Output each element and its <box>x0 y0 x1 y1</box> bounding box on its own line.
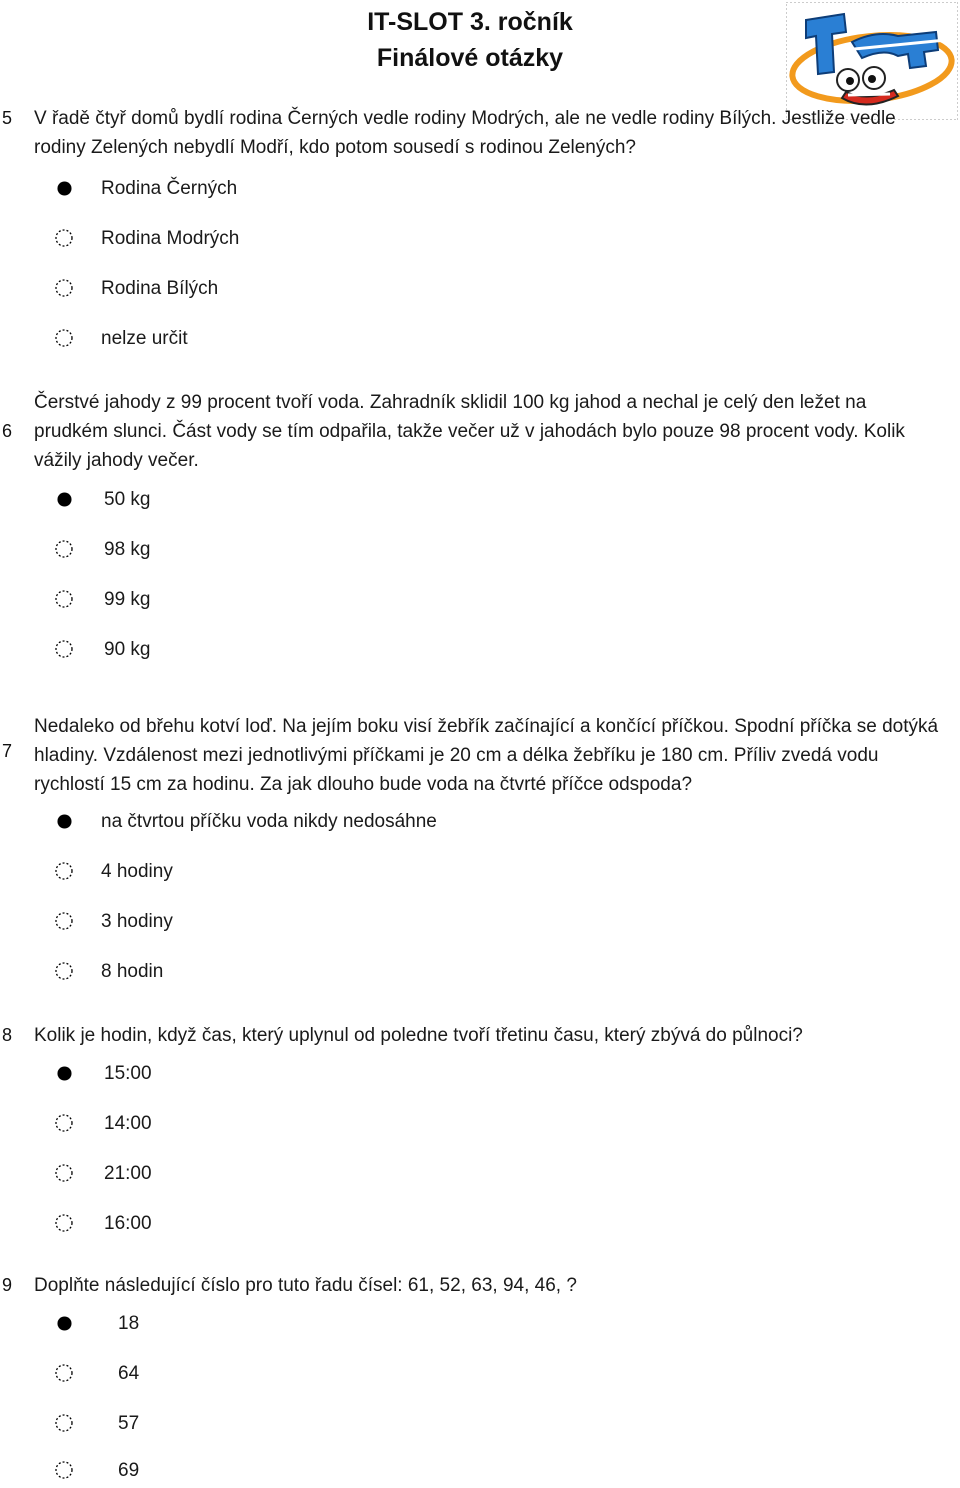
question-number: 5 <box>2 108 13 128</box>
answer-option[interactable] <box>0 275 700 305</box>
selected-radio-icon[interactable] <box>57 492 72 507</box>
radio-empty-icon[interactable] <box>55 962 73 980</box>
answer-label: 98 kg <box>104 539 151 560</box>
answer-option[interactable] <box>0 486 700 516</box>
selected-radio-icon[interactable] <box>57 181 72 196</box>
question-number: 9 <box>2 1275 13 1295</box>
answer-label: 4 hodiny <box>101 861 173 882</box>
answer-option[interactable] <box>0 586 700 616</box>
answer-label: 8 hodin <box>101 961 164 982</box>
radio-empty-icon[interactable] <box>55 279 73 297</box>
question-text: V řadě čtyř domů bydlí rodina Černých vedle rodiny Modrých, ale ne vedle rodiny Bílých. Jestliže vedle rodiny Zelených nebydlí Modří, kdo potom sousedí s rodinou Zelených? <box>34 108 896 158</box>
answer-label: 90 kg <box>104 639 151 660</box>
answer-option[interactable] <box>0 958 700 988</box>
answer-label: 16:00 <box>104 1213 152 1234</box>
answer-option[interactable] <box>0 325 700 355</box>
answer-option[interactable] <box>0 908 700 938</box>
radio-empty-icon[interactable] <box>55 1214 73 1232</box>
question-number: 8 <box>2 1025 13 1045</box>
answer-option[interactable] <box>0 636 700 666</box>
radio-empty-icon[interactable] <box>55 1364 73 1382</box>
radio-empty-icon[interactable] <box>55 1414 73 1432</box>
answer-option[interactable] <box>0 1457 700 1487</box>
answer-option[interactable] <box>0 1360 700 1390</box>
radio-empty-icon[interactable] <box>55 862 73 880</box>
question-text: Kolik je hodin, když čas, který uplynul od poledne tvoří třetinu času, který zbývá do půlnoci? <box>34 1025 803 1046</box>
question-text: Doplňte následující číslo pro tuto řadu čísel: 61, 52, 63, 94, 46, ? <box>34 1275 577 1296</box>
answer-option[interactable] <box>0 1310 700 1340</box>
answer-label: 18 <box>118 1313 140 1334</box>
answer-label: Rodina Modrých <box>101 228 240 249</box>
radio-empty-icon[interactable] <box>55 540 73 558</box>
answer-option[interactable] <box>0 536 700 566</box>
it-slot-logo <box>786 2 958 120</box>
selected-radio-icon[interactable] <box>57 1316 72 1331</box>
answer-label: 64 <box>118 1363 140 1384</box>
answer-label: Rodina Černých <box>101 178 238 199</box>
answer-label: Rodina Bílých <box>101 278 219 299</box>
answer-option[interactable] <box>0 1060 700 1090</box>
answer-option[interactable] <box>0 1410 700 1440</box>
radio-empty-icon[interactable] <box>55 1114 73 1132</box>
answer-option[interactable] <box>0 1160 700 1190</box>
answer-label: 15:00 <box>104 1063 152 1084</box>
radio-empty-icon[interactable] <box>55 229 73 247</box>
answer-label: 3 hodiny <box>101 911 173 932</box>
answer-option[interactable] <box>0 1210 700 1240</box>
answer-option[interactable] <box>0 858 700 888</box>
radio-empty-icon[interactable] <box>55 329 73 347</box>
radio-empty-icon[interactable] <box>55 1164 73 1182</box>
answer-option[interactable] <box>0 808 700 838</box>
radio-empty-icon[interactable] <box>55 912 73 930</box>
answer-label: 21:00 <box>104 1163 152 1184</box>
answer-label: 50 kg <box>104 489 151 510</box>
question-text: Nedaleko od břehu kotví loď. Na jejím boku visí žebřík začínající a končící příčkou. Spodní příčka se dotýká hladiny. Vzdálenost mezi jednotlivými příčkami je 20 cm a délka žebříku je 180 cm. Příliv zvedá vodu rychlostí 15 cm za hodinu. Za jak dlouho bude voda na čtvrté příčce odspoda? <box>34 716 939 795</box>
radio-empty-icon[interactable] <box>55 590 73 608</box>
answer-label: 57 <box>118 1413 140 1434</box>
answer-label: nelze určit <box>101 328 188 349</box>
question-number: 7 <box>2 741 13 761</box>
page-subtitle: Finálové otázky <box>376 44 564 72</box>
radio-empty-icon[interactable] <box>55 1461 73 1479</box>
answer-option[interactable] <box>0 175 700 205</box>
question-text: Čerstvé jahody z 99 procent tvoří voda. Zahradník sklidil 100 kg jahod a nechal je celý den ležet na prudkém slunci. Část vody se tím odpařila, takže večer už v jahodách bylo pouze 98 procent vody. Kolik vážily jahody večer. <box>34 392 905 471</box>
answer-label: 14:00 <box>104 1113 152 1134</box>
answer-label: 69 <box>118 1460 140 1481</box>
selected-radio-icon[interactable] <box>57 1066 72 1081</box>
radio-empty-icon[interactable] <box>55 640 73 658</box>
page-title: IT-SLOT 3. ročník <box>367 8 573 36</box>
answer-label: 99 kg <box>104 589 151 610</box>
answer-label: na čtvrtou příčku voda nikdy nedosáhne <box>101 811 437 832</box>
question-number: 6 <box>2 421 13 441</box>
answer-option[interactable] <box>0 225 700 255</box>
selected-radio-icon[interactable] <box>57 814 72 829</box>
answer-option[interactable] <box>0 1110 700 1140</box>
